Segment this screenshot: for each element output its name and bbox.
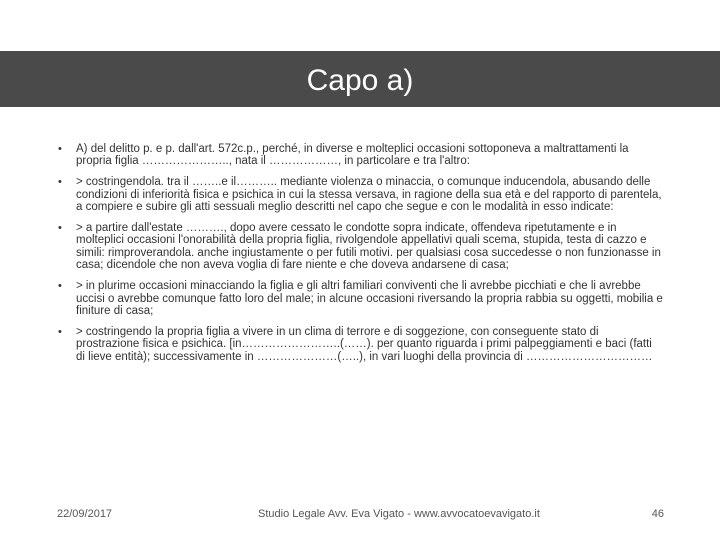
slide-title: Capo a) [306, 64, 414, 97]
page-number: 46 [651, 508, 664, 520]
list-item [58, 326, 663, 363]
bullet-icon: • [58, 280, 62, 293]
bullet-icon: • [58, 222, 62, 235]
footer-attribution: Studio Legale Avv. Eva Vigato - www.avvocatoevavigato.it [258, 508, 540, 520]
bullet-list [58, 143, 663, 372]
footer-date: 22/09/2017 [57, 508, 113, 520]
bullet-icon: • [58, 325, 62, 338]
list-item-text: > costringendo la propria figlia a vivere in un clima di terrore e di soggezione, con conseguente stato di prostrazione fisica e psichica. [in……………………..(……). per quanto riguarda i primi palpeggiamenti e baci (fatti di lieve entità); successivamente in …………………(…..), in vari luoghi della provincia di …………………………… [76, 325, 653, 363]
list-item-text: > a partire dall'estate ………., dopo avere cessato le condotte sopra indicate, offendeva ripetutamente e in molteplici occasioni l'onorabilità della propria figlia, rivolgendole appellativi quali scema, stupida, testa di cazzo e simili: rimproverandola. anche ingiustamente o per futili motivi. per qualsiasi cosa succedesse o non funzionasse in casa; dicendole che non aveva voglia di fare niente e che doveva andarsene di casa; [76, 222, 661, 272]
list-item [58, 176, 663, 213]
title-bar [0, 51, 720, 107]
list-item-text: > in plurime occasioni minacciando la figlia e gli altri familiari conviventi che li avrebbe picchiati e che li avrebbe uccisi o avrebbe comunque fatto loro del male; in alcune occasioni riversando la propria rabbia su oggetti, mobilia e finiture di casa; [76, 280, 663, 317]
bullet-icon: • [58, 143, 62, 155]
list-item [58, 280, 663, 317]
list-item [58, 222, 663, 272]
bullet-icon: • [58, 176, 62, 189]
list-item [58, 143, 663, 168]
list-item-text: A) del delitto p. e p. dall'art. 572c.p., perché, in diverse e molteplici occasioni sottoponeva a maltrattamenti la propria figlia ………………….., nata il ………………, in particolare e tra l'altro: [76, 143, 629, 168]
list-item-text: > costringendola. tra il ……..e il……….. mediante violenza o minaccia, o comunque inducendola, abusando delle condizioni di inferiorità fisica e psichica in cui la stessa versava, in ragione della sua età e del rapporto di parentela, a compiere e subire gli atti sessuali meglio descritti nel capo che segue e con le modalità in esso indicate: [76, 176, 662, 214]
